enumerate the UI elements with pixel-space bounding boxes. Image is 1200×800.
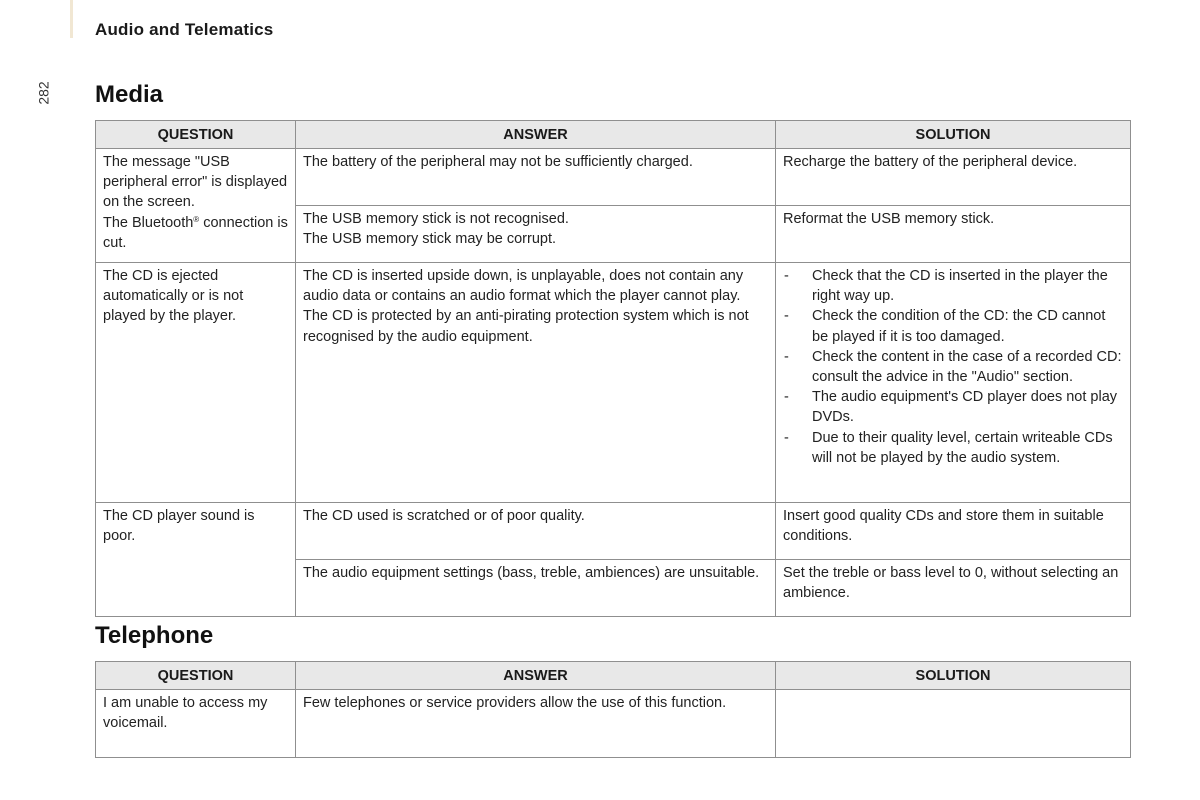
- question-cell: [96, 149, 296, 263]
- table-row: [96, 690, 1131, 758]
- solution-cell: [776, 690, 1131, 758]
- column-header-question: QUESTION: [96, 662, 296, 690]
- solution-list: [783, 266, 1123, 468]
- page-number-text: 282: [35, 81, 52, 105]
- question-cell: I am unable to access my voicemail.: [96, 690, 296, 758]
- solution-cell: Set the treble or bass level to 0, without selecting an ambience.: [776, 560, 1131, 617]
- telephone-title: Telephone: [95, 622, 214, 649]
- solution-cell: Reformat the USB memory stick.: [776, 206, 1131, 263]
- media-title: Media: [95, 81, 164, 108]
- table-row: [96, 149, 1131, 206]
- column-header-question: QUESTION: [96, 121, 296, 149]
- answer-cell: The CD used is scratched or of poor quality.: [296, 503, 776, 560]
- telephone-table: [95, 661, 1131, 758]
- solution-item: - Check the condition of the CD: the CD cannot be played if it is too damaged.: [784, 308, 1106, 345]
- media-table: [95, 120, 1131, 617]
- table-header-row: [96, 662, 1131, 690]
- answer-cell: The battery of the peripheral may not be sufficiently charged.: [296, 149, 776, 206]
- page-number: [32, 78, 56, 108]
- table-row: [96, 503, 1131, 560]
- answer-paragraph: The CD is protected by an anti-pirating protection system which is not recognised by the audio equipment.: [303, 308, 749, 345]
- answer-cell: The audio equipment settings (bass, treble, ambiences) are unsuitable.: [296, 560, 776, 617]
- question-cell: The CD is ejected automatically or is not played by the player.: [96, 263, 296, 503]
- answer-paragraph: The CD is inserted upside down, is unplayable, does not contain any audio data or contains an audio format which the player cannot play.: [303, 268, 744, 305]
- solution-cell: Recharge the battery of the peripheral device.: [776, 149, 1131, 206]
- section-header: Audio and Telematics: [95, 20, 274, 39]
- answer-cell: Few telephones or service providers allow the use of this function.: [296, 690, 776, 758]
- question-cell: The CD player sound is poor.: [96, 503, 296, 617]
- question-text: The message "USB peripheral error" is displayed on the screen.: [103, 154, 288, 211]
- solution-item: - Due to their quality level, certain writeable CDs will not be played by the audio system.: [784, 429, 1113, 466]
- question-text: The Bluetooth® connection is cut.: [103, 214, 288, 251]
- header-accent-bar: [70, 0, 73, 38]
- registered-mark: ®: [193, 214, 200, 224]
- solution-cell: Insert good quality CDs and store them in suitable conditions.: [776, 503, 1131, 560]
- table-row: [96, 263, 1131, 503]
- answer-line: The USB memory stick may be corrupt.: [303, 231, 557, 248]
- answer-line: The USB memory stick is not recognised.: [303, 211, 569, 227]
- column-header-answer: ANSWER: [296, 662, 776, 690]
- solution-item: - Check the content in the case of a recorded CD: consult the advice in the "Audio" section.: [784, 348, 1122, 386]
- column-header-answer: ANSWER: [296, 121, 776, 149]
- solution-item: - Check that the CD is inserted in the player the right way up.: [784, 268, 1108, 305]
- column-header-solution: SOLUTION: [776, 121, 1131, 149]
- column-header-solution: SOLUTION: [776, 662, 1131, 690]
- solution-item: - The audio equipment's CD player does not play DVDs.: [784, 389, 1118, 426]
- solution-cell: [776, 263, 1131, 503]
- table-header-row: [96, 121, 1131, 149]
- answer-cell: [296, 263, 776, 503]
- answer-cell: [296, 206, 776, 263]
